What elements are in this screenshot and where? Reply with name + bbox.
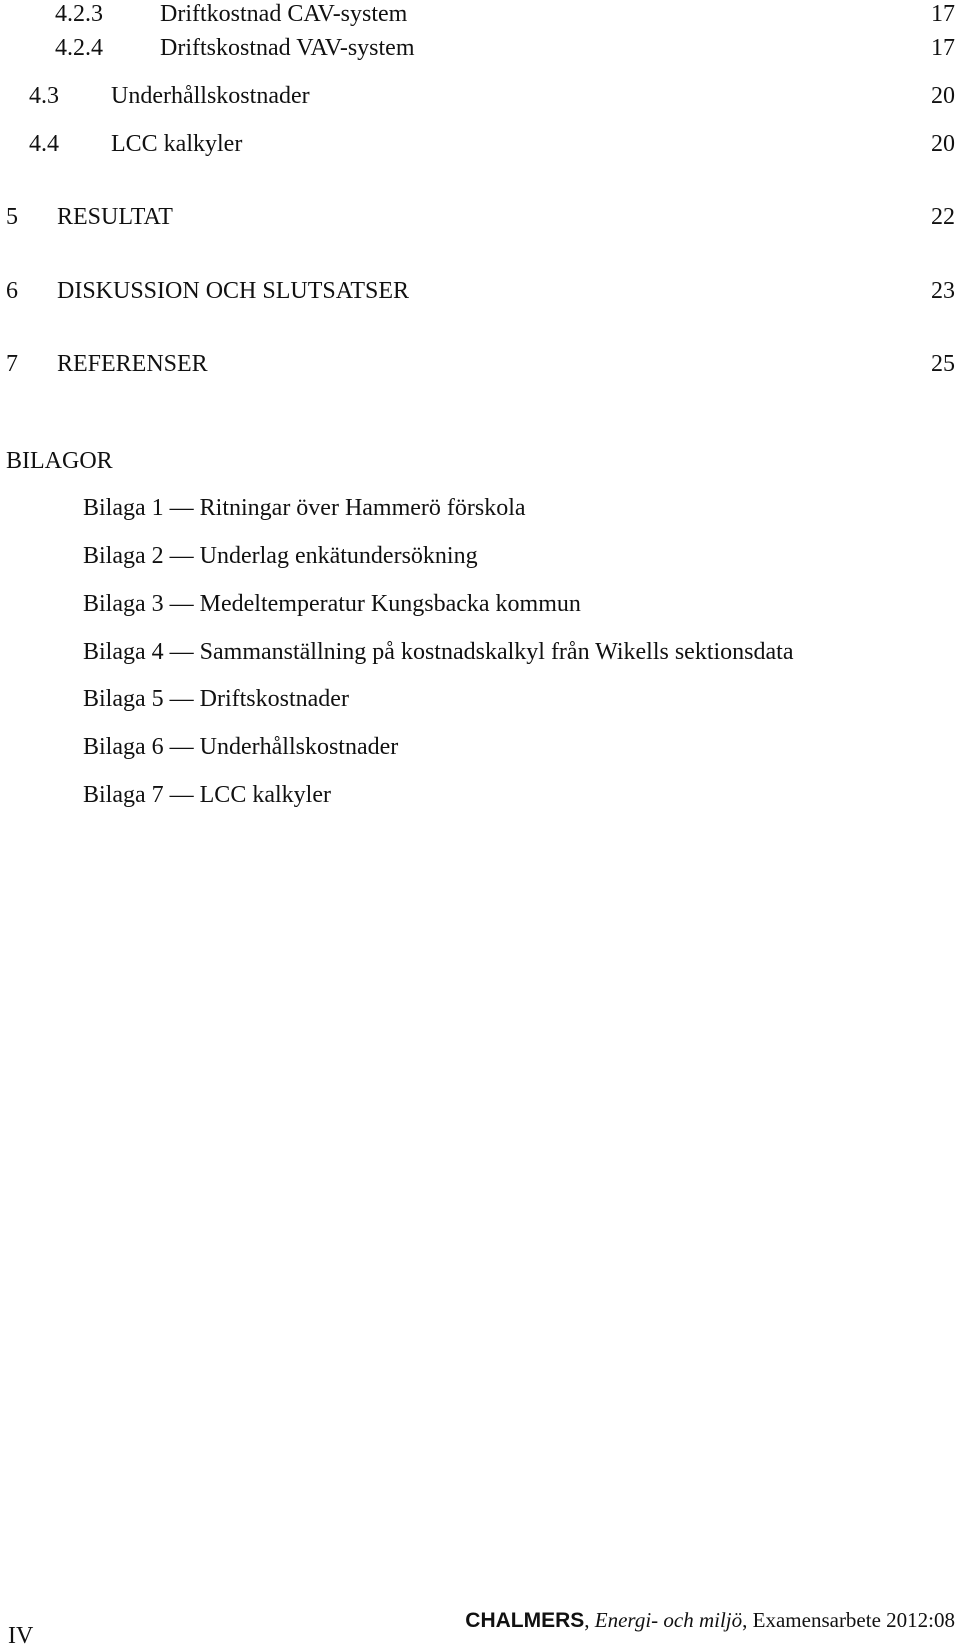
toc-title: DISKUSSION OCH SLUTSATSER xyxy=(57,278,410,304)
toc-title: LCC kalkyler xyxy=(111,131,243,157)
toc-number: 5 xyxy=(6,204,18,230)
toc-page: 23 xyxy=(931,278,955,304)
toc-title: REFERENSER xyxy=(57,351,208,377)
toc-number: 4.2.3 xyxy=(55,1,103,27)
footer-report: , Examensarbete 2012:08 xyxy=(742,1608,955,1632)
toc-page: 22 xyxy=(931,204,955,230)
bilaga-item: Bilaga 1 — Ritningar över Hammerö förskola xyxy=(83,495,526,521)
toc-number: 4.3 xyxy=(29,83,59,109)
toc-title: Underhållskostnader xyxy=(111,83,310,109)
toc-title: Driftkostnad CAV-system xyxy=(160,1,408,27)
bilaga-item: Bilaga 3 — Medeltemperatur Kungsbacka kommun xyxy=(83,591,581,617)
footer xyxy=(465,1610,955,1631)
bilaga-item: Bilaga 5 — Driftskostnader xyxy=(83,686,349,712)
bilaga-item: Bilaga 7 — LCC kalkyler xyxy=(83,782,331,808)
toc-number: 4.2.4 xyxy=(55,35,103,61)
toc-page: 25 xyxy=(931,351,955,377)
footer-separator: , xyxy=(584,1608,595,1632)
toc-page: 20 xyxy=(931,131,955,157)
toc-page: 17 xyxy=(931,35,955,61)
toc-number: 7 xyxy=(6,351,18,377)
bilaga-item: Bilaga 2 — Underlag enkätundersökning xyxy=(83,543,478,569)
page-number: IV xyxy=(8,1623,34,1649)
toc-title: RESULTAT xyxy=(57,204,173,230)
toc-number: 6 xyxy=(6,278,18,304)
bilaga-item: Bilaga 6 — Underhållskostnader xyxy=(83,734,399,760)
toc-page: 17 xyxy=(931,1,955,27)
bilaga-item: Bilaga 4 — Sammanställning på kostnadskalkyl från Wikells sektionsdata xyxy=(83,639,794,665)
toc-page: 20 xyxy=(931,83,955,109)
toc-number: 4.4 xyxy=(29,131,59,157)
bilagor-heading: BILAGOR xyxy=(6,448,113,474)
toc-title: Driftskostnad VAV-system xyxy=(160,35,415,61)
footer-department: Energi- och miljö xyxy=(594,1608,743,1632)
footer-brand: CHALMERS xyxy=(465,1609,585,1632)
